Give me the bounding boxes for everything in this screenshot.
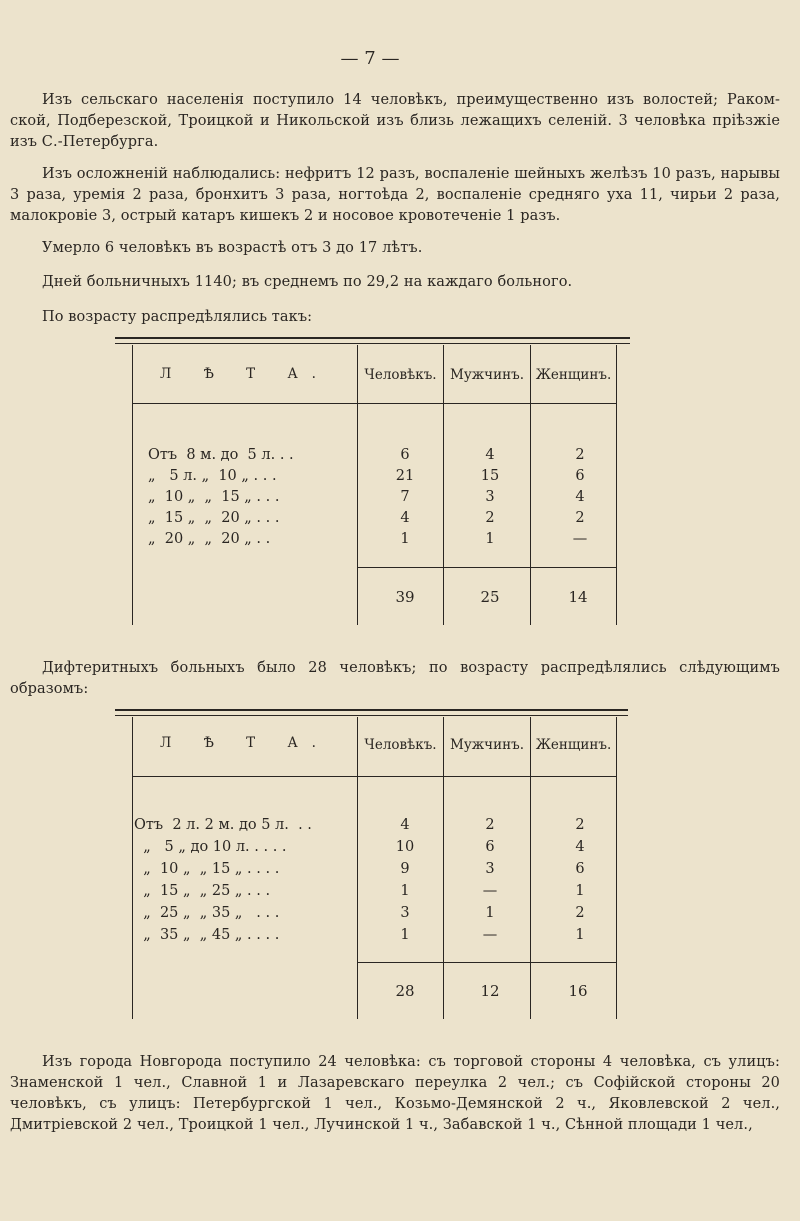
cell-persons: 10 (395, 839, 415, 855)
table-row-label: „ 35 „ „ 45 „ . . . . (134, 927, 280, 943)
table-column-divider (530, 345, 531, 625)
cell-men: 3 (485, 861, 495, 877)
table-column-divider (530, 717, 531, 1019)
cell-persons: 3 (400, 905, 410, 921)
paragraph-novgorod-city: Изъ города Новгорода поступило 24 человѣка: съ торговой стороны 4 человѣка, съ улицъ: Знаменской 1 чел., Славной 1 и Лазаревскаго переулка 2 чел.; съ Софійской стороны 20 человѣкъ, съ улицъ: Петербургской 1 чел., Козьмо-Демянской 2 ч., Яковлевской 2 чел., Дмитріевской 2 чел., Троицкой 1 чел., Лучинской 1 ч., Забавской 1 ч., Сѣнной площади 1 чел., (10, 1054, 780, 1133)
header-persons: Человѣкъ. (364, 737, 437, 753)
page-number: — 7 — (340, 48, 400, 69)
table-row-label: „ 20 „ „ 20 „ . . (148, 531, 271, 547)
cell-persons: 21 (395, 468, 415, 484)
cell-persons: 4 (400, 817, 410, 833)
paragraph-hospital-days: Дней больничныхъ 1140; въ среднемъ по 29,2 на каждаго больного. (42, 274, 573, 290)
cell-men: — (482, 927, 498, 943)
table-top-rule (115, 709, 628, 711)
cell-women: 6 (575, 468, 585, 484)
table-column-divider (357, 717, 358, 1019)
cell-men: 2 (485, 510, 495, 526)
totals-separator (357, 567, 616, 568)
table-right-border (616, 717, 617, 1019)
cell-persons: 1 (400, 531, 410, 547)
table-left-border (132, 717, 133, 1019)
cell-men: — (482, 883, 498, 899)
cell-women: 2 (575, 905, 585, 921)
cell-men: 6 (485, 839, 495, 855)
cell-men: 3 (485, 489, 495, 505)
cell-persons: 9 (400, 861, 410, 877)
header-age: Л Ѣ Т А. (160, 366, 330, 382)
cell-persons: 7 (400, 489, 410, 505)
cell-persons: 1 (400, 927, 410, 943)
header-men: Мужчинъ. (450, 367, 524, 383)
cell-men: 2 (485, 817, 495, 833)
table-column-divider (357, 345, 358, 625)
paragraph-deaths: Умерло 6 человѣкъ въ возрастѣ отъ 3 до 17 лѣтъ. (42, 240, 423, 256)
table-row-label: „ 15 „ „ 25 „ . . . (134, 883, 271, 899)
cell-men: 1 (485, 905, 495, 921)
total-men: 25 (480, 588, 500, 606)
total-women: 14 (568, 588, 588, 606)
paragraph-rural-population: Изъ сельскаго населенія поступило 14 человѣкъ, преимущественно изъ волостей; Раком-ской, Подберезской, Троицкой и Никольской изъ близь лежащихъ селеній. 3 человѣка пріѣзжіе изъ С.-Петербурга. (10, 92, 780, 150)
table-top-rule (115, 337, 630, 339)
cell-men: 1 (485, 531, 495, 547)
total-persons: 39 (395, 588, 415, 606)
cell-women: 1 (575, 927, 585, 943)
cell-women: 2 (575, 817, 585, 833)
cell-persons: 1 (400, 883, 410, 899)
totals-separator (357, 962, 616, 963)
table-row-label: „ 15 „ „ 20 „ . . . (148, 510, 280, 526)
table-column-divider (443, 345, 444, 625)
header-women: Женщинъ. (535, 367, 612, 383)
table-row-label: „ 10 „ „ 15 „ . . . . (134, 861, 280, 877)
total-men: 12 (480, 982, 500, 1000)
cell-women: 4 (575, 839, 585, 855)
table-row-label: „ 25 „ „ 35 „ . . . (134, 905, 280, 921)
table-top-rule-thin (115, 343, 630, 344)
table-row-label: „ 10 „ „ 15 „ . . . (148, 489, 280, 505)
cell-women: 4 (575, 489, 585, 505)
cell-persons: 6 (400, 447, 410, 463)
paragraph-complications: Изъ осложненій наблюдались: нефритъ 12 разъ, воспаленіе шейныхъ желѣзъ 10 разъ, нарывы 3 раза, уремія 2 раза, бронхитъ 3 раза, ногтоѣда 2, воспаленіе средняго уха 11, чирьи 2 раза, малокровіе 3, острый катаръ кишекъ 2 и носовое кровотеченіе 1 разъ. (10, 166, 780, 224)
total-women: 16 (568, 982, 588, 1000)
header-persons: Человѣкъ. (364, 367, 437, 383)
cell-women: 2 (575, 510, 585, 526)
table-row-label: „ 5 л. „ 10 „ . . . (148, 468, 277, 484)
cell-men: 15 (480, 468, 500, 484)
header-separator (132, 403, 616, 404)
table-right-border (616, 345, 617, 625)
cell-persons: 4 (400, 510, 410, 526)
cell-women: 1 (575, 883, 585, 899)
table-left-border (132, 345, 133, 625)
table-top-rule-thin (115, 715, 628, 716)
table-row-label: Отъ 8 м. до 5 л. . . (148, 447, 294, 463)
header-age: Л Ѣ Т А. (160, 735, 330, 751)
table-row-label: Отъ 2 л. 2 м. до 5 л. . . (134, 817, 312, 833)
cell-women: 2 (575, 447, 585, 463)
paragraph-by-age-intro: По возрасту распредѣлялись такъ: (42, 309, 313, 325)
table-row-label: „ 5 „ до 10 л. . . . . (134, 839, 287, 855)
total-persons: 28 (395, 982, 415, 1000)
cell-men: 4 (485, 447, 495, 463)
header-men: Мужчинъ. (450, 737, 524, 753)
header-separator (132, 776, 616, 777)
paragraph-diphtheria: Дифтеритныхъ больныхъ было 28 человѣкъ; по возрасту распредѣлялись слѣдующимъ образомъ: (10, 660, 780, 697)
header-women: Женщинъ. (535, 737, 612, 753)
table-column-divider (443, 717, 444, 1019)
cell-women: 6 (575, 861, 585, 877)
cell-women: — (572, 531, 588, 547)
